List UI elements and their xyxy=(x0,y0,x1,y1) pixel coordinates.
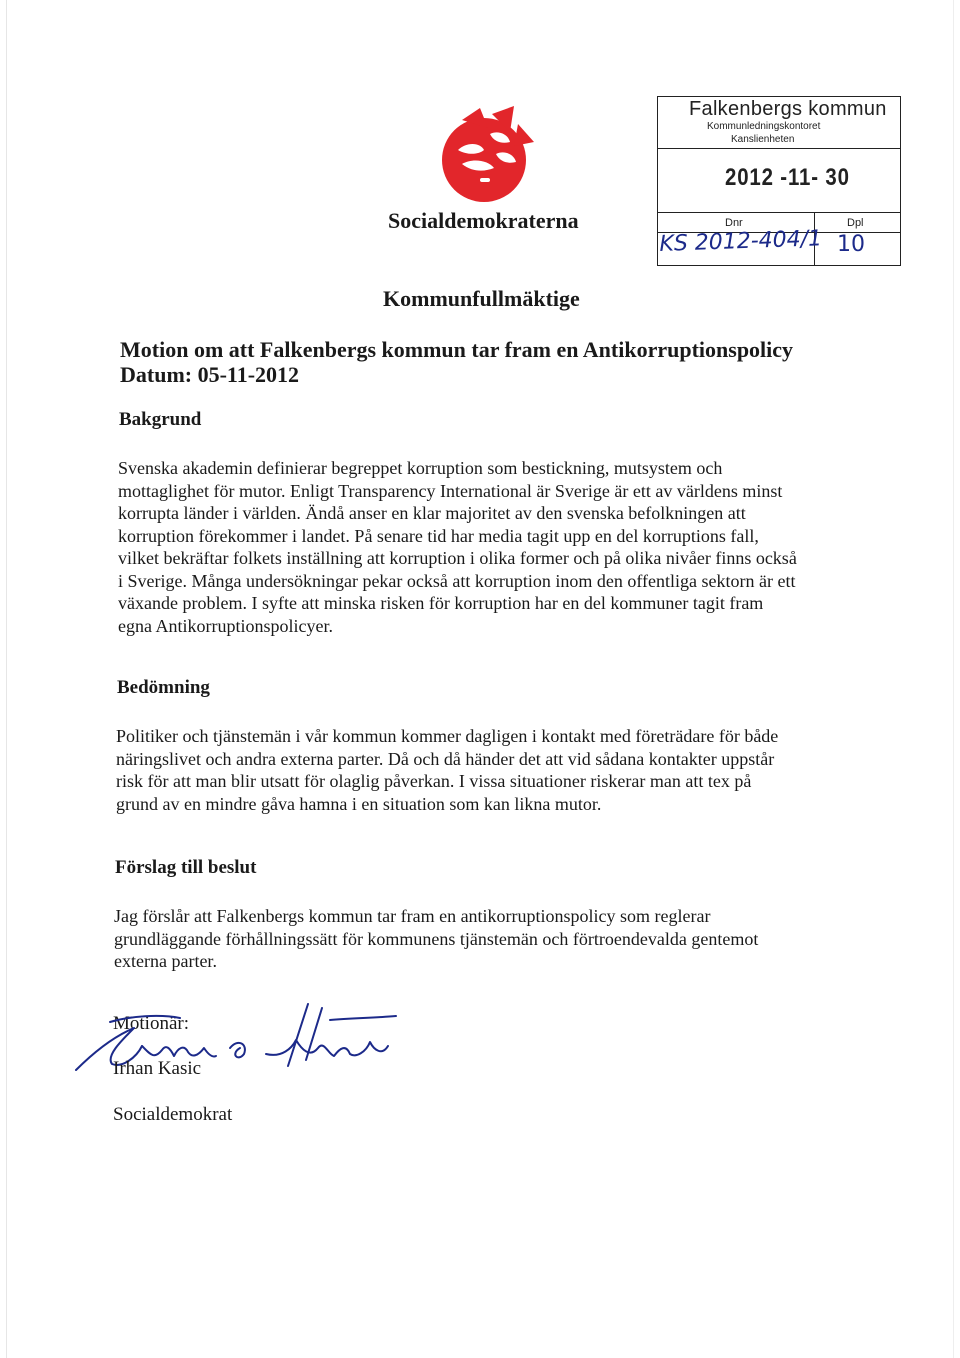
text-line: grund av en mindre gåva hamna i en situation som kan likna mutor. xyxy=(116,793,602,814)
text-line: grundläggande förhållningssätt för kommunens tjänstemän och förtroendevalda gentemot xyxy=(114,928,759,949)
scan-edge xyxy=(953,0,954,1358)
text-line: växande problem. I syfte att minska risken för korruption har en del kommuner tagit fram xyxy=(118,593,764,613)
text-line: Jag förslår att Falkenbergs kommun tar fram en antikorruptionspolicy som reglerar xyxy=(114,906,711,926)
stamp-date: 2012 -11- 30 xyxy=(725,164,850,191)
stamp-divider xyxy=(657,148,901,149)
stamp-dpl-value: 10 xyxy=(837,232,865,257)
stamp-title: Falkenbergs kommun xyxy=(689,98,887,120)
text-line: korruption förekommer i landet. På senare tid har media tagit upp en del korruptions fall, xyxy=(118,525,759,546)
text-line: i Sverige. Många undersökningar pekar också att korruption inom den offentliga sektorn är ett xyxy=(118,570,796,591)
stamp-dnr-label: Dnr xyxy=(725,217,743,229)
text-line: egna Antikorruptionspolicyer. xyxy=(118,615,333,636)
stamp-divider xyxy=(657,212,901,213)
stamp-dpl-label: Dpl xyxy=(847,217,864,229)
section-body-bedomning xyxy=(116,725,846,815)
rose-fist-icon xyxy=(432,102,542,212)
text-line: risk för att man blir utsatt för olaglig påverkan. I vissa situationer riskerar man att tex på xyxy=(116,771,752,791)
section-heading-bedomning: Bedömning xyxy=(117,677,210,698)
organization-name: Socialdemokraterna xyxy=(388,208,579,233)
recipient-heading: Kommunfullmäktige xyxy=(383,286,580,311)
stamp-unit: Kanslienheten xyxy=(731,134,795,145)
registration-stamp xyxy=(657,96,901,266)
section-body-bakgrund xyxy=(118,457,848,637)
text-line: vilket bekräftar folkets inställning att korruption i olika former och på olika nivåer finns också xyxy=(118,548,797,568)
signer-party: Socialdemokrat xyxy=(113,1104,233,1125)
document-title: Motion om att Falkenbergs kommun tar fram en Antikorruptionspolicy xyxy=(120,337,794,362)
section-heading-forslag: Förslag till beslut xyxy=(115,857,257,878)
section-heading-bakgrund: Bakgrund xyxy=(119,409,202,430)
stamp-department: Kommunledningskontoret xyxy=(707,121,821,132)
stamp-dnr-value: KS 2012-404/1 xyxy=(659,226,823,257)
scan-edge xyxy=(6,0,7,1358)
text-line: mottaglighet för mutor. Enligt Transparency International är Sverige är ett av världens minst xyxy=(118,480,783,501)
signature-label: Motionär: xyxy=(113,1013,189,1034)
signer-name: Irhan Kasic xyxy=(113,1058,202,1079)
text-line: Svenska akademin definierar begreppet korruption som bestickning, mutsystem och xyxy=(118,458,723,478)
document-date: Datum: 05-11-2012 xyxy=(120,362,300,387)
text-line: näringslivet och andra externa parter. Då och då händer det att vid sådana kontakter uppstår xyxy=(116,748,775,769)
text-line: externa parter. xyxy=(114,951,217,971)
text-line: korrupta länder i världen. Ändå anser en klar majoritet av den svenska befolkningen att xyxy=(118,503,746,523)
section-body-forslag xyxy=(114,905,844,973)
text-line: Politiker och tjänstemän i vår kommun kommer dagligen i kontakt med företrädare för både xyxy=(116,726,779,746)
